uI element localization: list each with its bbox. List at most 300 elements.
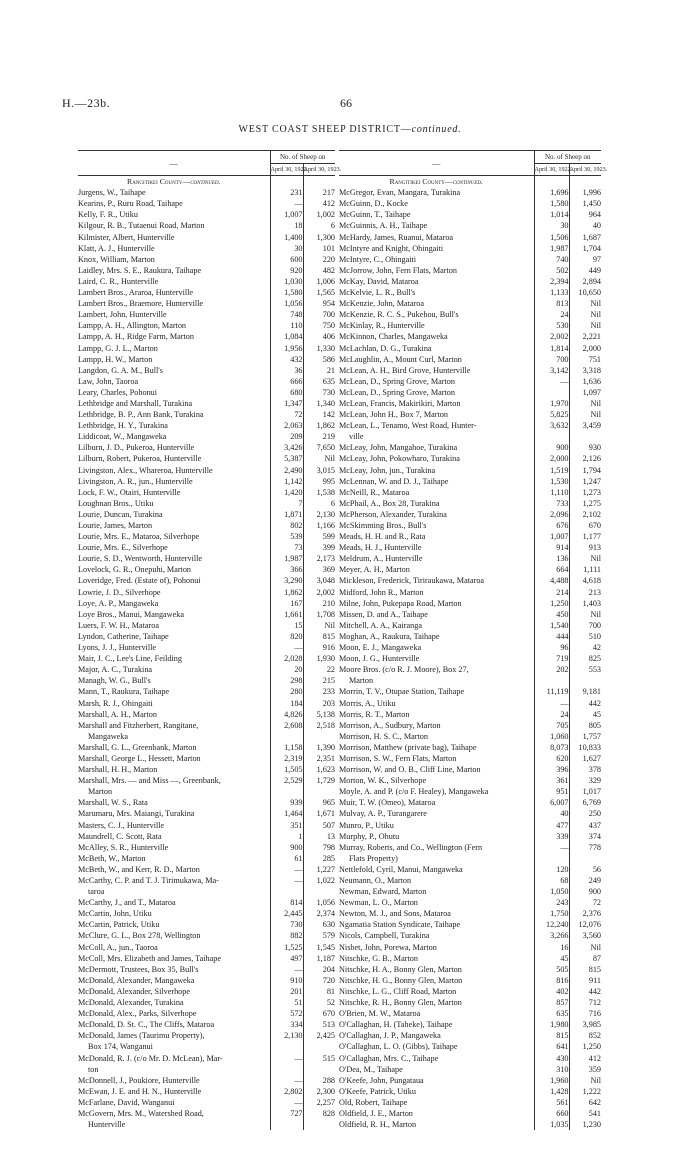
table-row (339, 1064, 601, 1075)
count-1922-cell: — (270, 964, 303, 975)
owner-cell: McBeth, W., and Kerr, R. D., Marton (78, 864, 200, 874)
owner-cell: McDonnell, J., Poukiore, Hunterville (78, 1075, 200, 1085)
table-row (78, 631, 335, 642)
table-row (78, 1097, 335, 1108)
count-1922-cell: 740 (534, 254, 569, 265)
count-1922-cell: 664 (534, 564, 569, 575)
count-1923-cell: 210 (303, 598, 335, 609)
count-1922-cell: 2,608 (270, 720, 303, 731)
name-column-header: — (78, 151, 270, 176)
table-row (78, 731, 335, 742)
count-1923-cell: 412 (303, 198, 335, 209)
owner-cell: McDonald, R. J. (c/o Mr. D. McLean), Mar- (78, 1053, 223, 1063)
table-row (78, 598, 335, 609)
count-1922-cell: 2,445 (270, 908, 303, 919)
count-1922-cell: 2,529 (270, 775, 303, 786)
owner-cell: Marshall, G. L., Greenbank, Marton (78, 742, 197, 752)
count-1922-cell: 1,050 (534, 886, 569, 897)
table-row (339, 220, 601, 231)
count-1923-cell: 7,650 (303, 442, 335, 453)
owner-cell: Murphy, P., Ohutu (339, 831, 400, 841)
table-row (339, 842, 601, 853)
table-row (339, 309, 601, 320)
count-1923-cell: 3,015 (303, 465, 335, 476)
count-1922-cell (270, 1119, 303, 1130)
count-1922-cell: 51 (270, 997, 303, 1008)
owner-cell: Lampp, A. H., Ridge Farm, Marton (78, 332, 194, 342)
count-1923-cell: 1,708 (303, 609, 335, 620)
count-1923-cell: 1,636 (569, 376, 601, 387)
count-1922-cell (270, 1064, 303, 1075)
table-row (339, 531, 601, 542)
count-1923-cell: Nil (569, 553, 601, 564)
count-1923-cell: 805 (569, 720, 601, 731)
owner-cell: McLeay, John, Mangahoe, Turakina (339, 443, 458, 453)
table-row (339, 320, 601, 331)
count-1922-cell: 1,580 (534, 198, 569, 209)
table-row (78, 387, 335, 398)
count-1923-cell: 825 (569, 653, 601, 664)
owner-cell: McCarthy, J., and T., Mataroa (78, 898, 176, 908)
count-1922-cell: 1,956 (270, 343, 303, 354)
count-1923-cell: 798 (303, 842, 335, 853)
count-1923-cell: 3,318 (569, 365, 601, 376)
count-1923-cell: 1,704 (569, 243, 601, 254)
count-1922-cell: 40 (534, 808, 569, 819)
count-1922-cell: — (534, 698, 569, 709)
count-1922-cell: 7 (270, 498, 303, 509)
count-1922-cell: 3,426 (270, 442, 303, 453)
count-1922-cell: 914 (534, 542, 569, 553)
count-1923-cell: 220 (303, 254, 335, 265)
table-row (339, 187, 601, 198)
table-row (78, 609, 335, 620)
count-1922-cell: 2,096 (534, 509, 569, 520)
owner-cell: McCartin, John, Utiku (78, 909, 152, 919)
count-1923-cell: 329 (569, 775, 601, 786)
owner-cell: Morris, A., Utiku (339, 698, 396, 708)
count-1923-cell: 1,022 (303, 875, 335, 886)
table-row (339, 1097, 601, 1108)
count-1922-cell: 572 (270, 1008, 303, 1019)
table-row (78, 620, 335, 631)
table-row (339, 343, 601, 354)
owner-cell: McJorrow, John, Fern Flats, Marton (339, 265, 457, 275)
owner-cell: Muir, T. W. (Omeo), Mataroa (339, 798, 436, 808)
count-1922-cell: 1,530 (534, 476, 569, 487)
owner-cell: McLachlan, D. G., Turakina (339, 343, 432, 353)
owner-cell: McFarlane, David, Wanganui (78, 1097, 175, 1107)
count-1923-cell: 87 (569, 953, 601, 964)
owner-cell: O'Callaghan, L. O. (Gibbs), Taihape (339, 1042, 458, 1052)
count-1922-cell: 1,540 (534, 620, 569, 631)
count-1922-cell: 5,387 (270, 453, 303, 464)
count-1923-cell: 10,833 (569, 742, 601, 753)
table-row (78, 487, 335, 498)
table-row (78, 442, 335, 453)
count-1923-cell: 1,250 (569, 1041, 601, 1052)
count-1923-cell: 6,769 (569, 797, 601, 808)
count-1922-cell: 30 (270, 243, 303, 254)
count-1923-cell: 2,425 (303, 1030, 335, 1041)
table-row (78, 709, 335, 720)
count-1923-cell: 700 (303, 309, 335, 320)
owner-cell: Morrison, S. W., Fern Flats, Marton (339, 753, 457, 763)
count-1922-cell: 3,290 (270, 575, 303, 586)
count-1922-cell (270, 731, 303, 742)
count-1923-cell: 1,671 (303, 808, 335, 819)
count-1923-cell: 1,623 (303, 764, 335, 775)
owner-cell: Loye, A. P., Mangaweka (78, 598, 159, 608)
count-1922-cell: 1,035 (534, 1119, 569, 1130)
table-row (339, 964, 601, 975)
count-1922-cell: 1,420 (270, 487, 303, 498)
count-1922-cell: 802 (270, 520, 303, 531)
owner-cell: Loveridge, Fred. (Estate of), Pohonui (78, 576, 201, 586)
count-1923-cell: 45 (569, 709, 601, 720)
count-1923-cell: 3,459 (569, 420, 601, 431)
count-1922-cell: 680 (270, 387, 303, 398)
count-1922-cell: 1,519 (534, 465, 569, 476)
table-row (339, 1019, 601, 1030)
count-1923-cell: 750 (303, 320, 335, 331)
count-1922-cell (270, 886, 303, 897)
owner-cell: Marshall and Fitzherbert, Rangitane, (78, 720, 199, 730)
table-row (339, 808, 601, 819)
table-row (78, 220, 335, 231)
sheep-table-right (339, 150, 608, 1130)
count-1923-cell: 1,002 (303, 209, 335, 220)
count-1923-cell: 359 (569, 1064, 601, 1075)
count-1923-cell (303, 886, 335, 897)
section-heading-row (78, 176, 335, 188)
owner-cell: Morris, R. T., Marton (339, 709, 410, 719)
count-1922-cell: 450 (534, 609, 569, 620)
page-number: 66 (340, 96, 352, 110)
table-row (78, 864, 335, 875)
count-1923-cell: 399 (303, 542, 335, 553)
owner-cell: McIntyre, C., Ohingaiti (339, 254, 417, 264)
table-row (78, 376, 335, 387)
owner-cell: McDermott, Trustees, Box 35, Bull's (78, 964, 199, 974)
owner-cell: Livingston, A. R., jun., Hunterville (78, 476, 193, 486)
table-row (339, 398, 601, 409)
owner-cell: Leary, Charles, Pohonui (78, 387, 158, 397)
count-1923-cell: 1,230 (569, 1119, 601, 1130)
count-1923-cell: 81 (303, 986, 335, 997)
owner-cell: Managh, W. G., Bull's (78, 676, 151, 686)
count-1922-cell: 1,580 (270, 287, 303, 298)
count-1922-cell: 8,073 (534, 742, 569, 753)
owner-cell: Oldfield, J. E., Marton (339, 1108, 413, 1118)
count-1923-cell: 553 (569, 664, 601, 675)
owner-cell: McDonald, Alexander, Turakina (78, 998, 184, 1008)
count-1923-cell: 1,340 (303, 398, 335, 409)
count-1923-cell: 630 (303, 919, 335, 930)
count-1923-cell: Nil (569, 309, 601, 320)
count-1923-cell: 670 (569, 520, 601, 531)
count-1922-cell: 30 (534, 220, 569, 231)
owner-cell: ton (88, 1064, 99, 1074)
table-row (339, 243, 601, 254)
left-rows (78, 187, 335, 1130)
count-1922-cell: 530 (534, 320, 569, 331)
table-row (78, 187, 335, 198)
table-row (78, 908, 335, 919)
count-1923-cell: 900 (569, 886, 601, 897)
count-1923-cell: 442 (569, 698, 601, 709)
count-1923-cell: 515 (303, 1053, 335, 1064)
owner-cell: McGuinnis, A. H., Taihape (339, 221, 428, 231)
count-1922-cell: 1,007 (270, 209, 303, 220)
count-1923-cell: 2,376 (569, 908, 601, 919)
owner-cell: McLean, L., Tenamo, West Road, Hunter- (339, 421, 477, 431)
table-row (78, 1053, 335, 1064)
owner-cell: Morrison, A., Sudbury, Marton (339, 720, 441, 730)
count-1922-cell: 820 (270, 631, 303, 642)
table-row (339, 820, 601, 831)
table-row (78, 664, 335, 675)
count-1922-cell: — (270, 1075, 303, 1086)
table-row (78, 742, 335, 753)
count-1922-cell: — (270, 875, 303, 886)
count-1922-cell: 184 (270, 698, 303, 709)
count-1923-cell: 579 (303, 930, 335, 941)
count-1923-cell: 5,138 (303, 709, 335, 720)
count-1922-cell: — (270, 864, 303, 875)
owner-cell: Meads, H. J., Hunterville (339, 543, 422, 553)
owner-cell: Lourie, James, Marton (78, 521, 153, 530)
table-row (339, 298, 601, 309)
count-1922-cell: 280 (270, 686, 303, 697)
count-1923-cell: 142 (303, 409, 335, 420)
owner-cell: Milne, John, Pukepapa Road, Marton (339, 598, 462, 608)
count-1923-cell: 1,330 (303, 343, 335, 354)
table-row (339, 942, 601, 953)
count-1923-cell: 1,227 (303, 864, 335, 875)
count-1923-cell: 1,247 (569, 476, 601, 487)
table-row (339, 975, 601, 986)
count-1923-cell: 778 (569, 842, 601, 853)
table-row (78, 975, 335, 986)
count-1922-cell: 900 (270, 842, 303, 853)
owner-cell: Mangaweka (88, 731, 129, 741)
count-1923-cell: 233 (303, 686, 335, 697)
table-row (78, 465, 335, 476)
table-row (78, 298, 335, 309)
owner-cell: O'Keefe, John, Pungataua (339, 1075, 424, 1085)
table-row (339, 864, 601, 875)
count-1922-cell: 1,987 (534, 243, 569, 254)
table-row (339, 387, 601, 398)
table-row (339, 764, 601, 775)
count-1922-cell: 1,014 (534, 209, 569, 220)
owner-cell: Marton (349, 676, 374, 686)
table-row (78, 1041, 335, 1052)
count-1922-cell: 110 (270, 320, 303, 331)
table-row (78, 453, 335, 464)
table-row (78, 775, 335, 786)
table-row (339, 908, 601, 919)
owner-cell: O'Callaghan, H. (Taheke), Taihape (339, 1020, 453, 1030)
owner-cell: McKinnon, Charles, Mangaweka (339, 332, 448, 342)
table-row (339, 498, 601, 509)
table-row (339, 797, 601, 808)
owner-cell: McLean, Francis, Makirikiri, Marton (339, 398, 461, 408)
count-1923-cell: 964 (569, 209, 601, 220)
count-1923-cell (569, 853, 601, 864)
table-row (78, 531, 335, 542)
count-1923-cell: 250 (569, 808, 601, 819)
count-1922-cell: 1,250 (534, 598, 569, 609)
section-heading-row (339, 176, 601, 188)
table-row (339, 487, 601, 498)
table-row (78, 243, 335, 254)
count-1922-cell: 2,002 (534, 331, 569, 342)
table-row (78, 520, 335, 531)
count-1922-cell: 539 (270, 531, 303, 542)
count-1923-cell: 965 (303, 797, 335, 808)
count-1922-cell: 1,750 (534, 908, 569, 919)
right-rows (339, 187, 601, 1130)
owner-cell: McGovern, Mrs. M., Watershed Road, (78, 1108, 204, 1118)
count-1922-cell: 2,394 (534, 276, 569, 287)
owner-cell: Lampp, G. J. L., Marton (78, 343, 158, 353)
count-1922-cell: 1,007 (534, 531, 569, 542)
table-row (339, 476, 601, 487)
count-1923-cell: 1,006 (303, 276, 335, 287)
count-1923-cell: 1,729 (303, 775, 335, 786)
table-row (339, 698, 601, 709)
count-1923-cell: 916 (303, 642, 335, 653)
table-row (78, 686, 335, 697)
table-row (78, 820, 335, 831)
count-1922-cell: 310 (534, 1064, 569, 1075)
table-row (339, 775, 601, 786)
table-row (78, 675, 335, 686)
count-1923-cell: Nil (569, 942, 601, 953)
table-row (78, 287, 335, 298)
count-1922-cell: 882 (270, 930, 303, 941)
owner-cell: Lock, F. W., Otairi, Hunterville (78, 487, 181, 497)
table-header-row (339, 151, 601, 164)
table-row (339, 209, 601, 220)
count-1922-cell: 666 (270, 376, 303, 387)
owner-cell: Meldrum, A., Hunterville (339, 554, 423, 564)
owner-cell: Langdon, G. A. M., Bull's (78, 365, 163, 375)
count-1922-cell: 334 (270, 1019, 303, 1030)
table-row (339, 986, 601, 997)
table-row (339, 376, 601, 387)
count-1922-cell: 396 (534, 764, 569, 775)
count-1923-cell: 12,076 (569, 919, 601, 930)
table-row (78, 509, 335, 520)
table-row (339, 709, 601, 720)
owner-cell: Lethbridge, H. Y., Turakina (78, 421, 168, 431)
count-1922-cell: 939 (270, 797, 303, 808)
count-1922-cell: 120 (534, 864, 569, 875)
count-1923-cell: 815 (569, 964, 601, 975)
title-suffix: continued. (411, 124, 462, 135)
count-1922-cell: 1,030 (270, 276, 303, 287)
count-1923-cell: 10,650 (569, 287, 601, 298)
table-row (78, 309, 335, 320)
count-1922-cell: 1,056 (270, 298, 303, 309)
count-1923-cell: 285 (303, 853, 335, 864)
owner-cell: Lourie, Mrs. E., Mataroa, Silverhope (78, 532, 200, 542)
count-1922-cell: — (270, 1097, 303, 1108)
owner-cell: Knox, William, Marton (78, 254, 155, 264)
owner-cell: McDonald, Alexander, Silverhope (78, 986, 190, 996)
count-1923-cell (569, 431, 601, 442)
table-row (339, 1053, 601, 1064)
table-row (339, 1108, 601, 1119)
table-row (339, 265, 601, 276)
table-row (78, 1064, 335, 1075)
table-row (78, 1086, 335, 1097)
count-1922-cell: 660 (534, 1108, 569, 1119)
count-1922-cell: 497 (270, 953, 303, 964)
owner-cell: Moore Bros. (c/o R. J. Moore), Box 27, (339, 665, 469, 675)
count-1922-cell: 700 (534, 354, 569, 365)
count-1923-cell: 249 (569, 875, 601, 886)
table-row (339, 254, 601, 265)
table-row (78, 786, 335, 797)
count-1923-cell: 1,187 (303, 953, 335, 964)
count-1922-cell: 72 (270, 409, 303, 420)
owner-cell: Marsh, R. J., Ohingaiti (78, 698, 153, 708)
count-1923-cell: 815 (303, 631, 335, 642)
table-row (78, 331, 335, 342)
table-row (78, 476, 335, 487)
table-row (339, 620, 601, 631)
table-row (339, 1008, 601, 1019)
count-1922-cell: 814 (270, 897, 303, 908)
owner-cell: Kelly, F. R., Utiku (78, 210, 138, 220)
count-1922-cell: 2,319 (270, 753, 303, 764)
owner-cell: O'Callaghan, J. P., Mangaweka (339, 1031, 441, 1041)
count-1922-cell: 1,347 (270, 398, 303, 409)
table-row (78, 553, 335, 564)
table-row (339, 653, 601, 664)
count-1923-cell: Nil (569, 320, 601, 331)
table-row (339, 331, 601, 342)
table-row (78, 564, 335, 575)
owner-cell: Morrin, T. V., Otupae Station, Taihape (339, 687, 465, 697)
owner-cell: O'Callaghan, Mrs. C., Taihape (339, 1053, 439, 1063)
owner-cell: Law, John, Taoroa (78, 376, 139, 386)
table-row (78, 254, 335, 265)
count-1922-cell: 11,119 (534, 686, 569, 697)
count-1922-cell: 816 (534, 975, 569, 986)
table-row (339, 442, 601, 453)
table-row (78, 853, 335, 864)
owner-cell: Lambert Bros., Braemore, Hunterville (78, 299, 204, 309)
count-1923-cell (569, 675, 601, 686)
owner-cell: Lambert Bros., Araroa, Hunterville (78, 288, 194, 298)
table-row (339, 831, 601, 842)
count-1923-cell: 2,518 (303, 720, 335, 731)
count-1922-cell: 214 (534, 587, 569, 598)
owner-cell: McBeth, W., Marton (78, 853, 146, 863)
table-row (78, 575, 335, 586)
owner-cell: McCarthy, C. P. and T. J. Tirimukawa, Ma- (78, 876, 219, 885)
count-1922-cell: 12,240 (534, 919, 569, 930)
count-1923-cell: 378 (569, 764, 601, 775)
table-row (339, 409, 601, 420)
count-1922-cell: 1,158 (270, 742, 303, 753)
year-1922-header: April 30, 1922. (534, 164, 569, 176)
